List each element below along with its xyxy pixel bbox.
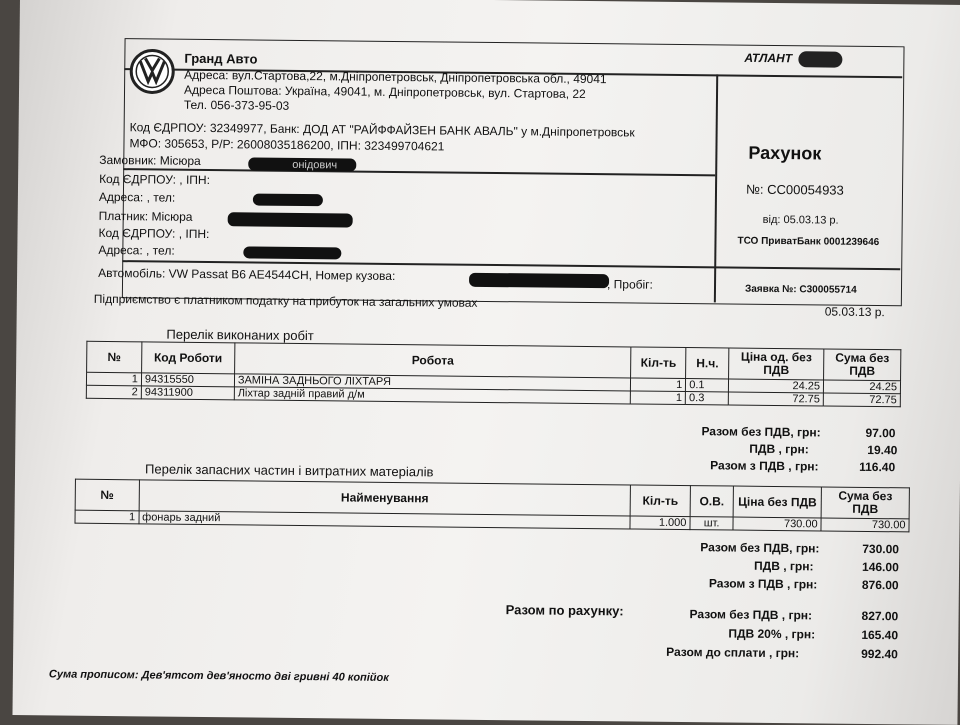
cell: 730.00 <box>733 517 821 531</box>
works-col-num: № <box>87 341 142 373</box>
cell: 2 <box>86 385 141 399</box>
total-label: ПДВ , грн: <box>749 441 809 457</box>
redaction-mark <box>253 194 323 207</box>
company-phone: Тел. 056-373-95-03 <box>183 97 290 113</box>
parts-table <box>74 479 909 533</box>
amount-in-words: Сума прописом: Дев'ятсот дев'яносто дві гривні 40 копійок <box>48 668 389 684</box>
company-address: Адреса: вул.Стартова,22, м.Дніпропетровськ, Дніпропетровська обл., 49041 <box>184 67 607 87</box>
cell: 1 <box>86 372 141 386</box>
company-bank-info: Код ЄДРПОУ: 32349977, Банк: ДОД АТ "РАЙФФАЙЗЕН БАНК АВАЛЬ" у м.Дніпропетровськ <box>129 120 635 140</box>
payer-code: Код ЄДРПОУ: , ІПН: <box>98 225 210 242</box>
works-col-code: Код Роботи <box>141 342 234 374</box>
cell: 1 <box>631 378 686 392</box>
total-value: 116.40 <box>859 459 896 475</box>
cell: 0.3 <box>686 392 729 405</box>
total-label: Разом без ПДВ , грн: <box>689 607 813 623</box>
customer-name: Замовник: Місюра <box>99 152 201 168</box>
parts-col-price: Ціна без ПДВ <box>733 486 821 518</box>
partner-logo-text: АТЛАНТ <box>744 50 793 66</box>
redaction-mark <box>469 273 609 288</box>
cell: 72.75 <box>823 393 900 407</box>
parts-col-unit: О.В. <box>690 486 734 517</box>
company-postal-address: Адреса Поштова: Україна, 49041, м. Дніпропетровськ, вул. Стартова, 22 <box>183 82 586 101</box>
customer-code: Код ЄДРПОУ: , ІПН: <box>99 171 211 188</box>
total-value: 97.00 <box>865 425 896 441</box>
works-col-name: Робота <box>234 343 631 378</box>
cell: фонарь задний <box>139 511 631 529</box>
cell: 94311900 <box>141 386 234 400</box>
redaction-mark <box>243 246 341 259</box>
cell: 24.25 <box>729 379 824 393</box>
customer-address: Адреса: , тел: <box>98 189 176 205</box>
total-label: Разом без ПДВ, грн: <box>701 424 821 440</box>
cell: 24.25 <box>823 380 900 394</box>
partner-logo-icon <box>798 51 842 67</box>
grand-total-caption: Разом по рахунку: <box>505 602 624 619</box>
total-label: Разом без ПДВ, грн: <box>700 540 820 556</box>
payer-name: Платник: Місюра <box>98 208 193 224</box>
total-label: Разом до сплати , грн: <box>666 644 800 661</box>
parts-col-name: Найменування <box>139 480 631 516</box>
cell: 1.000 <box>630 516 690 530</box>
total-value: 146.00 <box>862 559 899 575</box>
works-col-qty: Кіл-ть <box>631 347 686 379</box>
parts-col-sum: Сума без ПДВ <box>821 487 909 519</box>
tax-note: Підприємство є платником податку на прибуток на загальних умовах <box>93 291 478 310</box>
vw-logo-icon <box>129 48 175 94</box>
invoice-tso: ТСО ПриватБанк 0001239646 <box>737 235 880 249</box>
total-value: 876.00 <box>861 577 899 593</box>
vehicle-info: Автомобіль: VW Passat B6 AE4544CH, Номер кузова: <box>98 265 396 283</box>
invoice-date: від: 05.03.13 р. <box>762 213 839 227</box>
invoice-title: Рахунок <box>748 142 822 164</box>
total-value: 165.40 <box>861 627 899 643</box>
company-name: Гранд Авто <box>184 50 258 67</box>
cell: 0.1 <box>686 379 729 392</box>
total-value: 827.00 <box>861 608 899 624</box>
total-label: Разом з ПДВ , грн: <box>710 458 819 474</box>
redaction-mark <box>228 212 353 227</box>
parts-col-qty: Кіл-ть <box>630 485 690 517</box>
total-label: Разом з ПДВ , грн: <box>708 576 818 592</box>
invoice-number: №: СС00054933 <box>745 181 844 198</box>
payer-address: Адреса: , тел: <box>98 242 175 258</box>
vehicle-mileage: , Пробіг: <box>606 277 653 292</box>
total-label: ПДВ , грн: <box>754 558 814 574</box>
company-account-info: МФО: 305653, Р/Р: 26008035186200, ІПН: 323499704621 <box>129 136 445 154</box>
customer-name-tail: онідович <box>292 158 338 172</box>
cell: 94315550 <box>141 373 234 387</box>
invoice-date-right: 05.03.13 р. <box>824 304 885 320</box>
works-col-price: Ціна од. без ПДВ <box>729 348 824 380</box>
cell: 1 <box>75 510 139 524</box>
invoice-request: Заявка №: С300055714 <box>744 283 857 296</box>
total-value: 730.00 <box>862 541 900 557</box>
total-label: ПДВ 20% , грн: <box>728 626 816 642</box>
works-col-hours: Н.ч. <box>686 348 729 379</box>
partner-logo <box>744 51 842 68</box>
invoice-paper <box>12 0 960 725</box>
parts-title: Перелік запасних частин і витратних матеріалів <box>144 461 434 480</box>
works-table <box>86 341 902 408</box>
total-value: 992.40 <box>861 646 898 662</box>
cell: 72.75 <box>728 392 823 406</box>
cell: 1 <box>631 391 686 405</box>
cell: шт. <box>690 517 734 530</box>
parts-col-num: № <box>75 479 139 511</box>
cell: Ліхтар задній правий д/м <box>234 387 631 404</box>
works-col-sum: Сума без ПДВ <box>824 349 901 381</box>
cell: 730.00 <box>821 518 909 532</box>
total-value: 19.40 <box>867 442 898 458</box>
works-title: Перелік виконаних робіт <box>166 326 314 344</box>
cell: ЗАМІНА ЗАДНЬОГО ЛІХТАРЯ <box>234 374 631 391</box>
